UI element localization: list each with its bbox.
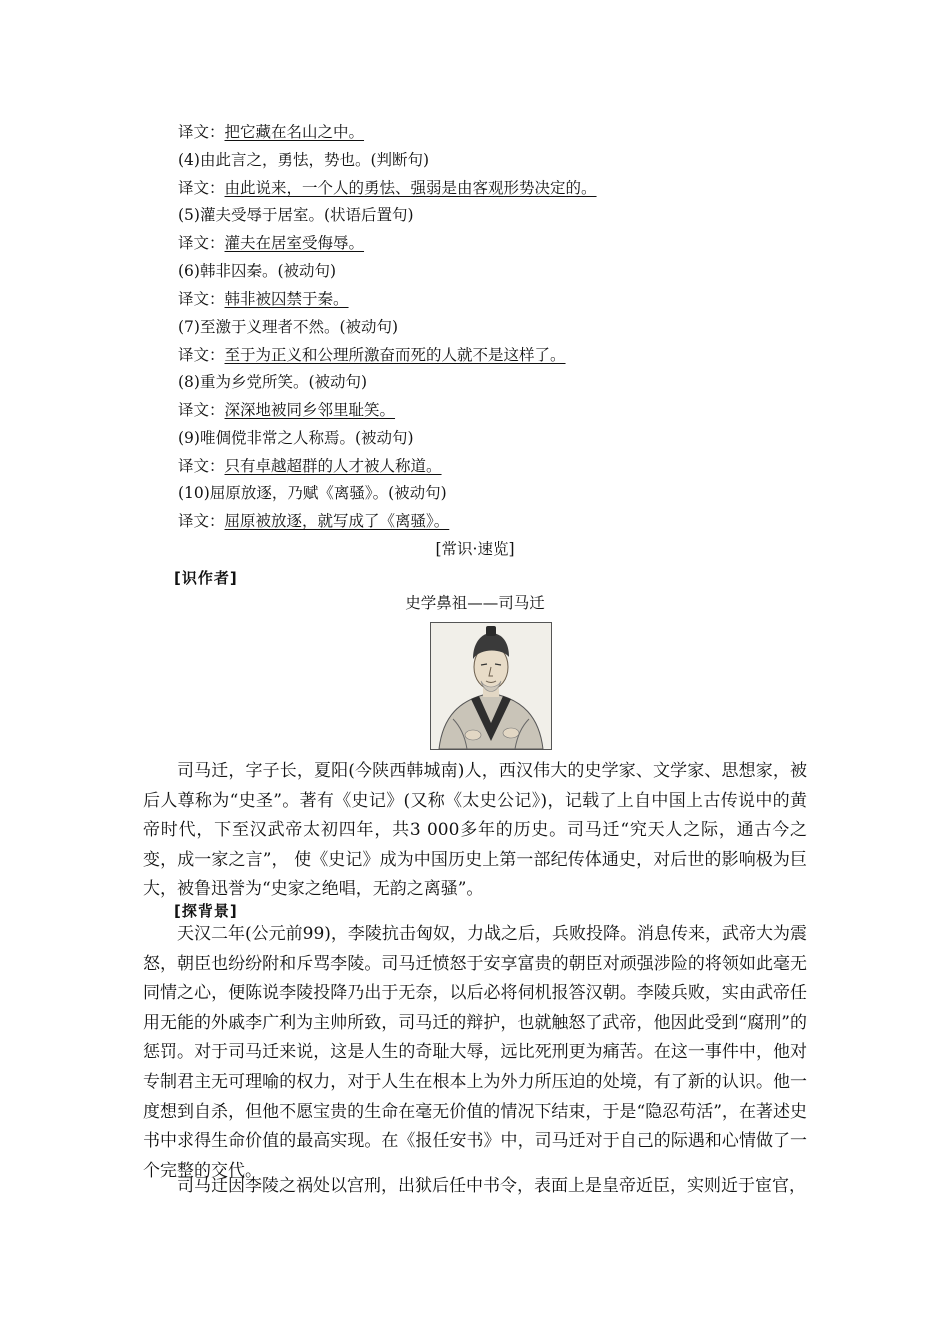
example-sentence-6 [178,261,336,281]
translation-answer: 屈原被放逐，就写成了《离骚》。 [224,512,450,530]
example-sentence-4 [178,150,429,170]
translation-label: 译文： [178,123,225,141]
author-section-tag: [识作者] [174,569,238,587]
portrait-illustration [431,623,551,749]
translation-label: 译文： [178,179,225,197]
translation-line-10 [178,511,449,531]
example-text: (4)由此言之，勇怯，势也。(判断句) [178,151,430,169]
example-sentence-10 [178,483,447,503]
example-sentence-9 [178,428,414,448]
sima-qian-portrait [430,622,552,750]
translation-line-5 [178,233,364,253]
translation-line-1 [178,122,364,142]
example-sentence-7 [178,317,398,337]
author-paragraph: 司马迁，字子长，夏阳(今陕西韩城南)人，西汉伟大的史学家、文学家、思想家，被后人尊称为“史圣”。著有《史记》(又称《太史公记》)，记载了上自中国上古传说中的黄帝时代，下至汉武帝太初四年，共3 000多年的历史。司马迁“究天人之际，通古今之变，成一家之言”， 使《史记》成为中国历史上第一部纪传体通史，对后世的影响极为巨大，被鲁迅誉为“史家之绝唱，无韵之离骚”。 [143,761,807,900]
section-header: [常识·速览] [435,540,515,558]
example-text: (5)灌夫受辱于居室。(状语后置句) [178,206,414,224]
translation-label: 译文： [178,290,225,308]
translation-answer: 至于为正义和公理所激奋而死的人就不是这样了。 [224,346,566,364]
translation-answer: 韩非被囚禁于秦。 [224,290,349,308]
translation-line-8 [178,400,395,420]
translation-label: 译文： [178,457,225,475]
translation-line-9 [178,456,442,476]
translation-answer: 深深地被同乡邻里耻笑。 [224,401,396,419]
example-text: (6)韩非囚秦。(被动句) [178,262,337,280]
translation-label: 译文： [178,401,225,419]
background-paragraph: 天汉二年(公元前99)，李陵抗击匈奴，力战之后，兵败投降。消息传来，武帝大为震怒，朝臣也纷纷附和斥骂李陵。司马迁愤怒于安享富贵的朝臣对顽强涉险的将领如此毫无同情之心，便陈说李陵投降乃出于无奈，以后必将伺机报答汉朝。李陵兵败，实由武帝任用无能的外戚李广利为主帅所致，司马迁的辩护，也就触怒了武帝，他因此受到“腐刑”的惩罚。对于司马迁来说，这是人生的奇耻大辱，远比死刑更为痛苦。在这一事件中，他对专制君主无可理喻的权力，对于人生在根本上为外力所压迫的处境，有了新的认识。他一度想到自杀，但他不愿宝贵的生命在毫无价值的情况下结束，于是“隐忍苟活”，在著述史书中求得生命价值的最高实现。在《报任安书》中，司马迁对于自己的际遇和心情做了一个完整的交代。 [143,924,807,1181]
translation-answer: 只有卓越超群的人才被人称道。 [224,457,442,475]
translation-label: 译文： [178,512,225,530]
example-text: (7)至激于义理者不然。(被动句) [178,318,399,336]
example-text: (10)屈原放逐，乃赋《离骚》。(被动句) [178,484,447,502]
portrait-caption: 史学鼻祖——司马迁 [405,594,545,612]
translation-label: 译文： [178,346,225,364]
example-text: (9)唯倜傥非常之人称焉。(被动句) [178,429,414,447]
translation-line-7 [178,345,566,365]
translation-line-4 [178,178,597,198]
translation-label: 译文： [178,234,225,252]
background-paragraph-continued: 司马迁因李陵之祸处以宫刑，出狱后任中书令，表面上是皇帝近臣，实则近于宦官， [177,1176,806,1196]
translation-answer: 把它藏在名山之中。 [224,123,365,141]
example-sentence-8 [178,372,367,392]
translation-answer: 灌夫在居室受侮辱。 [224,234,365,252]
example-sentence-5 [178,205,414,225]
translation-line-6 [178,289,349,309]
example-text: (8)重为乡党所笑。(被动句) [178,373,368,391]
background-section-tag: [探背景] [174,902,238,920]
translation-answer: 由此说来，一个人的勇怯、强弱是由客观形势决定的。 [224,179,597,197]
